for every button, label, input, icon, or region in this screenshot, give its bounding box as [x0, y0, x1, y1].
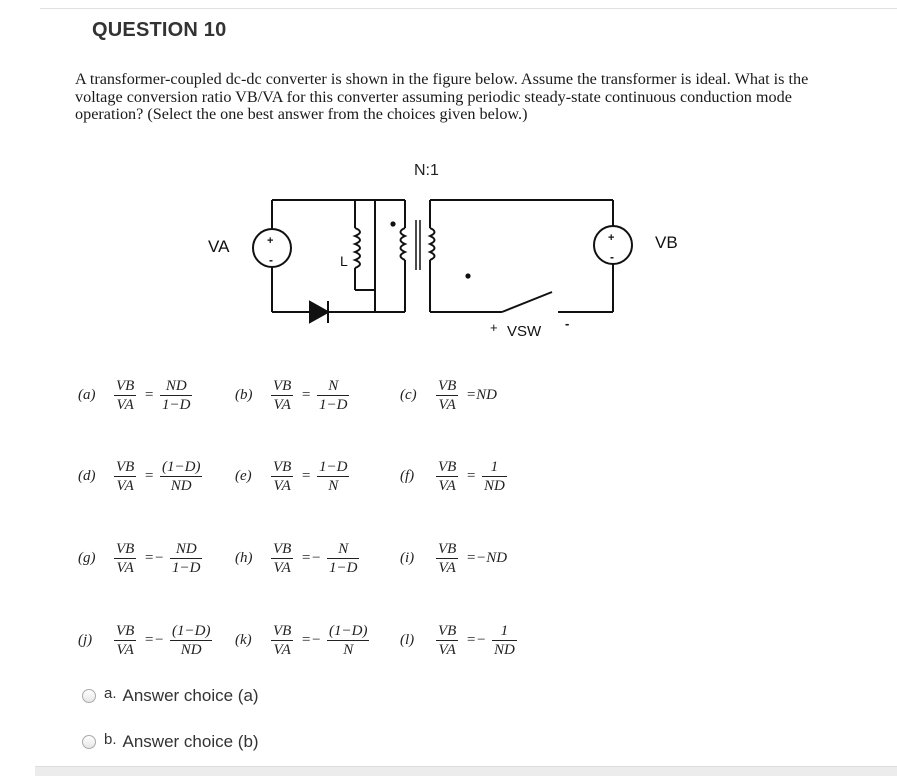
- choice-tag: (h): [235, 550, 253, 566]
- equals-sign: =: [144, 468, 155, 484]
- top-divider: [40, 8, 897, 9]
- ratio-fraction: VB VA: [273, 541, 292, 576]
- choice-tag: (d): [78, 468, 96, 484]
- choice-tag: (k): [235, 632, 252, 648]
- equals-sign: =−ND: [466, 550, 508, 566]
- equals-sign: =−: [144, 550, 165, 566]
- switch-symbol: [502, 292, 552, 312]
- result-fraction: (1−D) ND: [172, 623, 211, 658]
- choice-tag: (i): [400, 550, 415, 566]
- ratio-fraction: VB VA: [116, 541, 135, 576]
- answer-option-b[interactable]: [82, 732, 259, 752]
- result-fraction: N 1−D: [319, 378, 348, 413]
- svg-text:-: -: [269, 253, 273, 267]
- result-fraction: ND 1−D: [162, 378, 191, 413]
- ratio-fraction: VB VA: [273, 459, 292, 494]
- svg-text:-: -: [610, 250, 614, 264]
- svg-text:+: +: [490, 320, 498, 335]
- ratio-fraction: VB VA: [438, 541, 457, 576]
- result-fraction: (1−D) N: [329, 623, 368, 658]
- question-text: A transformer-coupled dc-dc converter is shown in the figure below. Assume the transformer is ideal. What is the voltage conversion ratio VB/VA for this converter assuming periodic steady-state continuous conduction mode operation? (Select the one best answer from the choices given below.): [75, 70, 809, 123]
- equals-sign: =−: [301, 632, 322, 648]
- svg-text:+: +: [267, 235, 274, 247]
- ratio-fraction: VB VA: [116, 623, 135, 658]
- svg-text:+: +: [608, 232, 615, 244]
- answer-label: Answer choice (a): [122, 686, 259, 705]
- choice-tag: (l): [400, 632, 415, 648]
- circuit-diagram: [180, 180, 700, 350]
- question-title: QUESTION 10: [92, 19, 227, 41]
- choice-tag: (g): [78, 550, 96, 566]
- result-fraction: N 1−D: [329, 541, 358, 576]
- switch-voltage-label: VSW: [507, 323, 542, 340]
- ratio-fraction: VB VA: [273, 378, 292, 413]
- radio-button[interactable]: [82, 689, 96, 703]
- choice-tag: (e): [235, 468, 252, 484]
- result-fraction: 1 ND: [484, 459, 505, 494]
- answer-letter: a.: [104, 684, 117, 702]
- choice-tag: (j): [78, 632, 93, 648]
- source-b-label: VB: [655, 233, 678, 252]
- answer-option-a[interactable]: [82, 686, 259, 706]
- choice-tag: (b): [235, 387, 253, 403]
- ratio-fraction: VB VA: [438, 459, 457, 494]
- equals-sign: =−: [144, 632, 165, 648]
- ratio-fraction: VB VA: [438, 623, 457, 658]
- choice-tag: (a): [78, 387, 96, 403]
- svg-text:-: -: [565, 316, 570, 331]
- equals-sign: =: [301, 468, 312, 484]
- choice-tag: (f): [400, 468, 415, 484]
- choice-tag: (c): [400, 387, 417, 403]
- ratio-fraction: VB VA: [438, 378, 457, 413]
- diode-symbol: [310, 302, 328, 322]
- equals-sign: =−: [301, 550, 322, 566]
- answer-letter: b.: [104, 730, 117, 748]
- inductor-symbol: [355, 228, 360, 268]
- radio-button[interactable]: [82, 735, 96, 749]
- ratio-fraction: VB VA: [116, 459, 135, 494]
- equals-sign: =: [144, 387, 155, 403]
- answer-label: Answer choice (b): [122, 732, 259, 751]
- ratio-fraction: VB VA: [273, 623, 292, 658]
- equals-sign: =ND: [466, 387, 497, 403]
- equals-sign: =: [466, 468, 477, 484]
- equals-sign: =−: [466, 632, 487, 648]
- result-fraction: 1−D N: [319, 459, 348, 494]
- result-fraction: 1 ND: [494, 623, 515, 658]
- transformer-secondary: [430, 228, 435, 260]
- source-a-label: VA: [208, 237, 230, 256]
- result-fraction: ND 1−D: [172, 541, 201, 576]
- turns-ratio-label: N:1: [414, 162, 439, 179]
- equals-sign: =: [301, 387, 312, 403]
- ratio-fraction: VB VA: [116, 378, 135, 413]
- result-fraction: (1−D) ND: [162, 459, 201, 494]
- inductor-label: L: [340, 253, 348, 269]
- transformer-primary: [401, 228, 406, 260]
